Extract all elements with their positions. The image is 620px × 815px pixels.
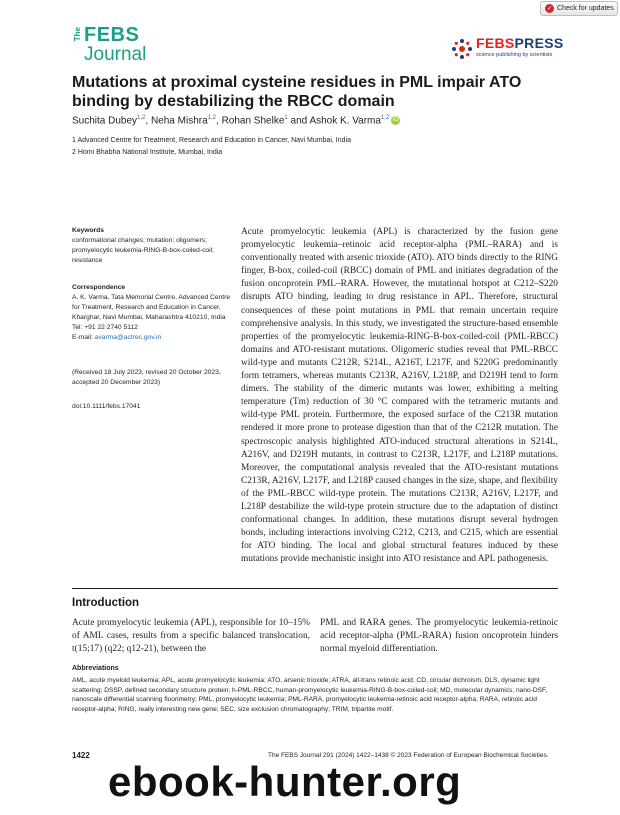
received-dates: (Received 18 July 2023, revised 20 October 2023, accepted 20 December 2023)	[72, 369, 221, 386]
keywords-block	[72, 226, 232, 266]
author-list: Suchita Dubey$^{1,2}$, Neha Mishra$^{1,2}$, Rohan Shelke$^1$ and Ashok K. Varma$^{1,2}$ iD	[72, 115, 399, 127]
orcid-icon[interactable]: iD	[392, 117, 399, 124]
author-name: Rohan Shelke	[221, 115, 285, 127]
febs-press-logo-icon	[451, 38, 473, 60]
abstract-text: Acute promyelocytic leukemia (APL) is characterized by the fusion gene promyelocytic leukemia–retinoic acid receptor-alpha (PML–RARA) and is conventionally treated with arsenic trioxide (ATO). ATO binds directly to the RING finger, B-box, coiled-coil (RBCC) domain of PML and initiates degradation of the fusion oncoprotein PML–RARA. However, the mutational hotspot at C212–S220 disrupts ATO binding, leading to drug resistance in APL. Therefore, structural consequences of these point mutations in PML that remain uncertain require comprehensive analysis. In this study, we investigated the structure-based ensemble properties of the promyelocytic leukemia-RING-B-box-coiled-coil (PML-RBCC) domains and ATO-resistant mutations. Oligomeric studies reveal that PML-RBCC wild-type and mutants C212R, S214L, A216T, L217F, and S220G predominantly form tetramers, whereas mutants C213R, A216V, L218P, and D219H tend to form dimers. The stability of the dimeric mutants was lower, exhibiting a melting temperature (Tm) reduction of 30 °C compared with the tetrameric mutants and wild-type PML protein. Furthermore, the exposed surface of the C213R mutation rendered it more prone to protease digestion than that of the C212R mutation. The spectroscopic analysis highlighted ATO-induced structural alterations in S214L, A216V, and D219H mutants, in contrast to C213R, L217F, and L218P mutations. Moreover, the computational analysis revealed that the ATO-resistant mutations C213R, A216V, L217F, and L218P caused changes in the size, shape, and flexibility of the PML-RBCC wild-type protein. The mutations C213R, A216V, L217F, and L218P destabilize the wild-type protein structure due to the adaptation of distinct conformational changes. In addition, these mutations disrupt several hydrogen bonds, including interactions involving C212, C213, and C215, which are essential for ATO binding. The local and global structural features induced by these mutations provide mechanistic insight into ATO resistance and APL pathogenesis.	[241, 227, 558, 565]
correspondence-heading: Correspondence	[72, 284, 126, 291]
correspondence-tel: Tel: +91 22 2740 5112	[72, 324, 138, 331]
footer-citation: The FEBS Journal 291 (2024) 1422–1438 © 2023 Federation of European Biochemical Societies.	[268, 752, 549, 759]
affiliation-2: 2 Homi Bhabha National Institute, Mumbai, India	[72, 149, 223, 156]
correspondence-block	[72, 283, 232, 343]
author-name: Suchita Dubey	[72, 115, 138, 127]
check-updates-icon: ✓	[546, 6, 553, 12]
author-affiliation-marker: 1,2	[207, 115, 216, 121]
author-affiliation-marker: 1,2	[137, 115, 146, 121]
journal-logo-febs: FEBS	[84, 24, 140, 46]
author-affiliation-marker: 1	[284, 115, 288, 121]
journal-logo-the: The	[73, 27, 82, 42]
author-name: Ashok K. Varma	[309, 115, 381, 127]
introduction-heading: Introduction	[72, 597, 140, 609]
abbreviations-text: AML, acute myeloid leukemia; APL, acute promyelocytic leukemia; ATO, arsenic trioxide; ATRA, all-trans retinoic acid; CD, circular dichroism; DLS, dynamic light scattering; DSSP, defined secondary structure protein; h-PML-RBCC, human-promyelocytic leukemia-RING-B-box-coiled-coil; MD, molecular dynamics; nano-DSF, nanoscale differential scanning fluorimetry; PML, promyelocytic leukemia; PML-RARA, promyelocytic leukemia-retinoic acid receptor-alpha; RARA, retinoic acid receptor-alpha; RING, really interesting new gene; SEC, size exclusion chromatography; TRIM, tripartite motif.	[72, 677, 548, 713]
febs-press-logo-text: FEBSPRESS	[476, 35, 564, 51]
affiliation-1: 1 Advanced Centre for Treatment, Research and Education in Cancer, Navi Mumbai, India	[72, 137, 351, 144]
author-name: Neha Mishra	[150, 115, 208, 127]
correspondence-email-line: E-mail: avarma@actrec.gov.in	[72, 334, 162, 341]
journal-logo-journal: Journal	[84, 44, 147, 65]
page-number: 1422	[72, 751, 90, 760]
keywords-text: conformational changes; mutation; oligomers; promyelocytic leukemia-RING-B-box-coiled-coil; resistance	[72, 237, 214, 264]
section-divider	[72, 588, 558, 589]
abbreviations-heading: Abbreviations	[72, 665, 119, 672]
author-affiliation-marker: 1,2	[380, 115, 390, 121]
article-title: Mutations at proximal cysteine residues in PML impair ATO binding by destabilizing the RBCC domain	[72, 74, 522, 110]
febs-press-tagline: science publishing by scientists	[476, 52, 553, 58]
check-updates-label: Check for updates	[557, 5, 614, 12]
email-link[interactable]: avarma@actrec.gov.in	[94, 334, 162, 341]
correspondence-address: A. K. Varma, Tata Memorial Centre, Advanced Centre for Treatment, Research and Education in Cancer, Kharghar, Navi Mumbai, Maharashtra 410210, India	[72, 294, 231, 321]
doi-text: doi:10.1111/febs.17041	[72, 403, 141, 410]
watermark: ebook-hunter.org	[108, 758, 462, 805]
check-for-updates-button[interactable]	[540, 1, 618, 16]
introduction-right-column: PML and RARA genes. The promyelocytic leukemia-retinoic acid receptor-alpha (PML-RARA) fusion oncoprotein hinders normal myeloid differentiation.	[320, 618, 558, 655]
introduction-left-column: Acute promyelocytic leukemia (APL), responsible for 10–15% of AML cases, results from a specific balanced translocation, t(15;17) (q22; q12-21), between the	[72, 618, 310, 655]
keywords-heading: Keywords	[72, 227, 104, 234]
